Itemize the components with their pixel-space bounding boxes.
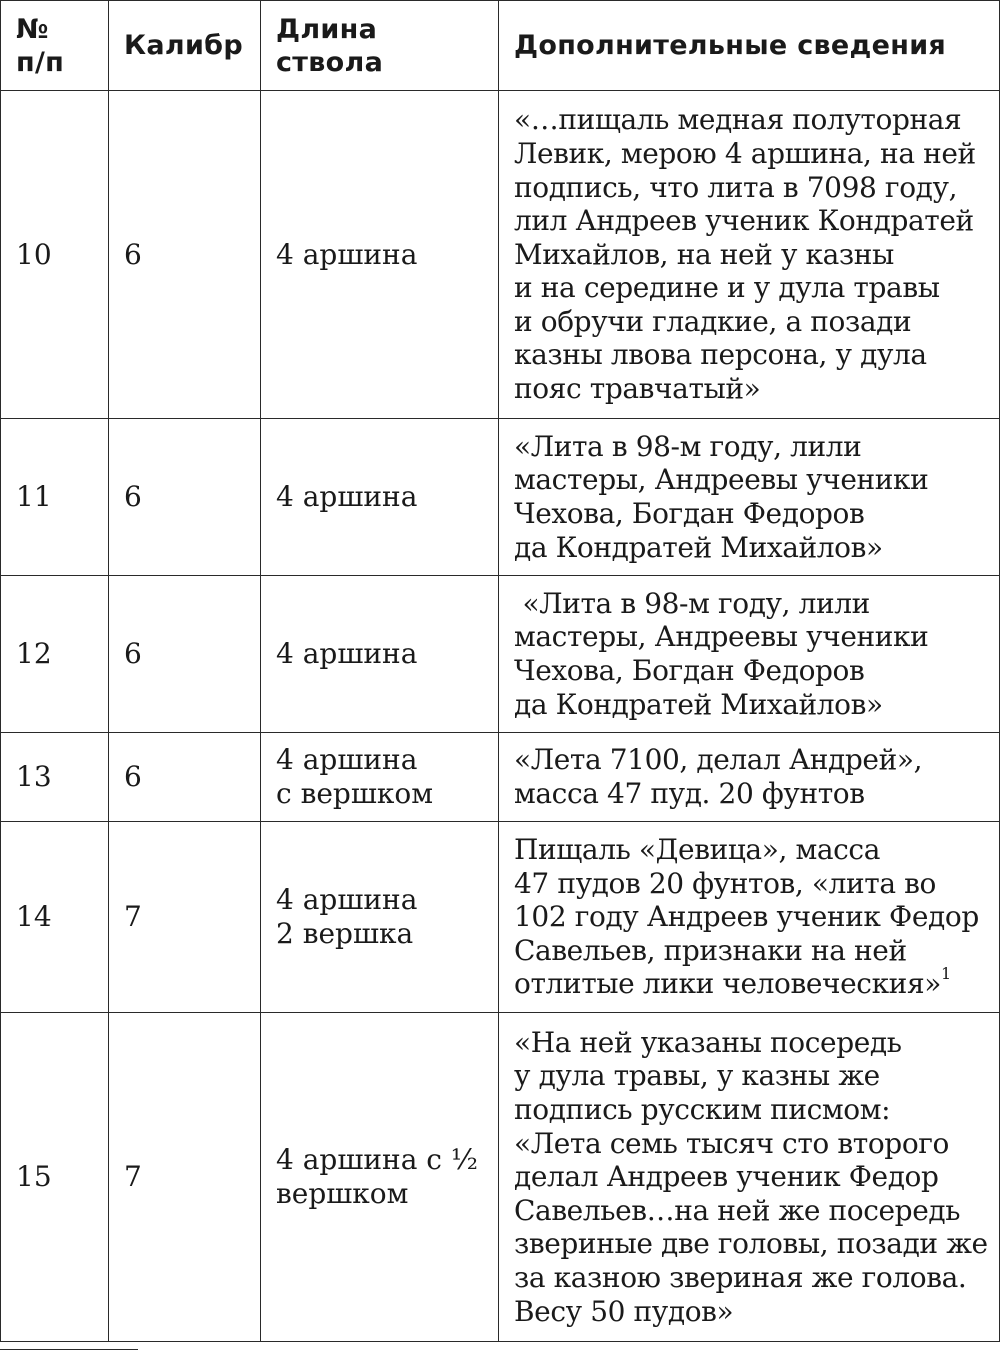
header-length bbox=[261, 1, 499, 91]
cell-length bbox=[261, 576, 499, 733]
cell-length bbox=[261, 822, 499, 1013]
table-row bbox=[1, 733, 1000, 822]
cell-info bbox=[499, 733, 1000, 822]
info-line: за казною звериная же голова. bbox=[514, 1260, 967, 1294]
info-line: 102 году Андреев ученик Федор bbox=[514, 900, 979, 934]
cell-info bbox=[499, 91, 1000, 419]
header-num-line: п/п bbox=[16, 46, 65, 78]
length-line: 4 аршина с ½ bbox=[276, 1143, 479, 1177]
table-row bbox=[1, 822, 1000, 1013]
cell-info bbox=[499, 1013, 1000, 1342]
footnote-mark[interactable]: 1 bbox=[940, 964, 951, 984]
cell-caliber: 6 bbox=[109, 576, 261, 733]
info-line: да Кондратей Михайлов» bbox=[514, 687, 883, 721]
length-line: 4 аршина bbox=[276, 637, 418, 671]
cell-info bbox=[499, 419, 1000, 576]
cell-num: 12 bbox=[1, 576, 109, 733]
cell-length bbox=[261, 1013, 499, 1342]
cell-length bbox=[261, 419, 499, 576]
info-line: Савельев, признаки на ней bbox=[514, 933, 907, 967]
info-line: Чехова, Богдан Федоров bbox=[514, 654, 865, 687]
footnote-separator bbox=[0, 1349, 138, 1350]
info-line: «Лита в 98-м году, лили bbox=[514, 586, 870, 620]
cell-caliber: 6 bbox=[109, 733, 261, 822]
info-line: и обручи гладкие, а позади bbox=[514, 304, 912, 338]
info-line: да Кондратей Михайлов» bbox=[514, 530, 883, 564]
info-line-with-footnote bbox=[514, 964, 995, 1001]
info-line: делал Андреев ученик Федор bbox=[514, 1160, 939, 1194]
info-line: отлитые лики человеческия» bbox=[514, 967, 941, 1001]
cell-caliber: 6 bbox=[109, 91, 261, 419]
length-line: 2 вершка bbox=[276, 917, 414, 950]
header-length-line: ствола bbox=[276, 46, 384, 78]
info-line: Савельев…на ней же посередь bbox=[514, 1193, 961, 1227]
length-line: 4 аршина bbox=[276, 883, 418, 917]
header-caliber: Калибр bbox=[109, 1, 261, 91]
table-row bbox=[1, 1013, 1000, 1342]
cell-info bbox=[499, 822, 1000, 1013]
info-line: «Лета 7100, делал Андрей», bbox=[514, 743, 923, 777]
table-row bbox=[1, 419, 1000, 576]
cell-num: 13 bbox=[1, 733, 109, 822]
info-line: масса 47 пуд. 20 фунтов bbox=[514, 777, 865, 810]
info-line: Весу 50 пудов» bbox=[514, 1294, 734, 1328]
cell-caliber: 6 bbox=[109, 419, 261, 576]
cell-num: 15 bbox=[1, 1013, 109, 1342]
info-line: лил Андреев ученик Кондратей bbox=[514, 204, 974, 238]
info-line: казны лвова персона, у дула bbox=[514, 338, 927, 372]
length-line: 4 аршина bbox=[276, 743, 418, 777]
table-row bbox=[1, 576, 1000, 733]
info-line: Михайлов, на ней у казны bbox=[514, 237, 894, 271]
cell-num: 14 bbox=[1, 822, 109, 1013]
info-line: пояс травчатый» bbox=[514, 372, 761, 406]
info-line: звериные две головы, позади же bbox=[514, 1227, 988, 1261]
info-line: подпись, что лита в 7098 году, bbox=[514, 170, 958, 204]
cell-num: 10 bbox=[1, 91, 109, 419]
length-line: 4 аршина bbox=[276, 237, 418, 271]
header-num-line: № bbox=[16, 13, 49, 45]
info-line: «…пищаль медная полуторная bbox=[514, 103, 962, 137]
info-line: Левик, мерою 4 аршина, на ней bbox=[514, 136, 976, 170]
cell-caliber: 7 bbox=[109, 822, 261, 1013]
info-line: мастеры, Андреевы ученики bbox=[514, 463, 929, 497]
cell-length bbox=[261, 91, 499, 419]
table-row bbox=[1, 91, 1000, 419]
info-line: Пищаль «Девица», масса bbox=[514, 833, 880, 867]
info-line: у дула травы, у казны же bbox=[514, 1059, 880, 1093]
length-line: 4 аршина bbox=[276, 480, 418, 514]
info-line: 47 пудов 20 фунтов, «лита во bbox=[514, 866, 937, 900]
cell-num: 11 bbox=[1, 419, 109, 576]
header-info: Дополнительные сведения bbox=[499, 1, 1000, 91]
length-line: с вершком bbox=[276, 777, 434, 810]
header-num bbox=[1, 1, 109, 91]
cell-info bbox=[499, 576, 1000, 733]
info-line: «На ней указаны посередь bbox=[514, 1025, 902, 1059]
info-line: и на середине и у дула травы bbox=[514, 271, 940, 305]
header-length-line: Длина bbox=[276, 13, 378, 45]
info-line: подпись русским писмом: bbox=[514, 1093, 891, 1127]
info-line: «Лита в 98-м году, лили bbox=[514, 429, 862, 463]
length-line: вершком bbox=[276, 1177, 409, 1210]
cell-caliber: 7 bbox=[109, 1013, 261, 1342]
table-header-row bbox=[1, 1, 1000, 91]
info-line: Чехова, Богдан Федоров bbox=[514, 497, 865, 530]
info-line: «Лета семь тысяч сто второго bbox=[514, 1126, 950, 1160]
cell-length bbox=[261, 733, 499, 822]
info-line: мастеры, Андреевы ученики bbox=[514, 620, 929, 654]
